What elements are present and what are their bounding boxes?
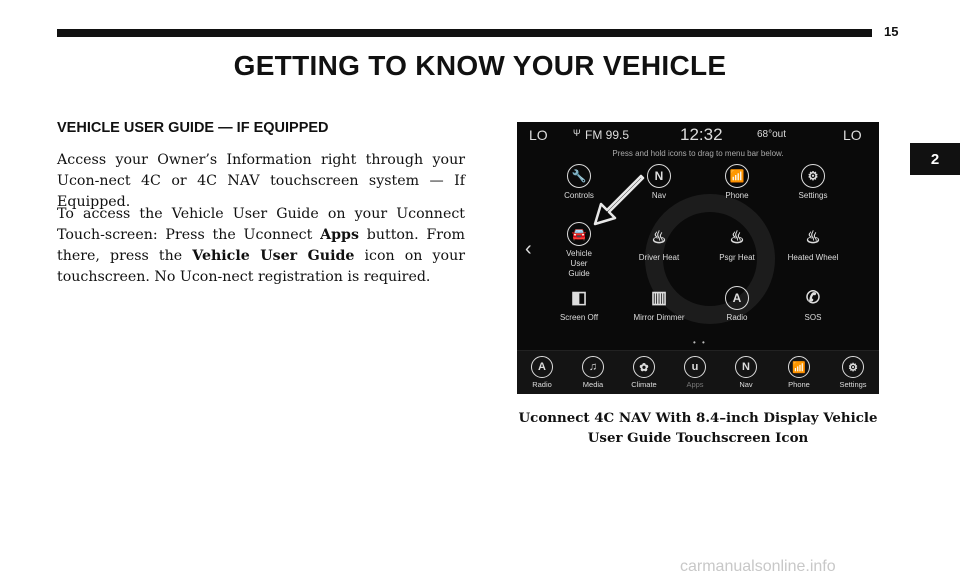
app-psgr-heat[interactable]: ♨ Psgr Heat	[719, 228, 755, 262]
outside-temp: 68°out	[757, 129, 787, 140]
temp-right: LO	[843, 127, 862, 143]
header-rule	[57, 29, 872, 37]
bottom-menu-bar	[517, 350, 879, 394]
bottom-nav[interactable]: N Nav	[721, 356, 771, 390]
pointer-arrow-icon	[589, 172, 647, 230]
bottom-settings[interactable]: ⚙ Settings	[828, 356, 878, 390]
nav-icon: N	[647, 164, 671, 188]
section-heading: VEHICLE USER GUIDE — IF EQUIPPED	[57, 120, 329, 136]
radio-icon: A	[531, 356, 553, 378]
sos-icon: ✆	[805, 288, 821, 307]
radio-station: FM 99.5	[585, 128, 630, 142]
uconnect-screen	[517, 122, 879, 394]
app-controls[interactable]: 🔧 Controls	[543, 164, 615, 201]
apps-icon: u	[684, 356, 706, 378]
bottom-media[interactable]: ♫ Media	[568, 356, 618, 390]
screen-off-icon: ◧	[570, 288, 588, 307]
previous-page-icon[interactable]: ‹	[525, 238, 532, 260]
bottom-phone[interactable]: 📶 Phone	[774, 356, 824, 390]
page-number: 15	[884, 24, 899, 39]
figure-caption: Uconnect 4C NAV With 8.4–inch Display Vehicle User Guide Touchscreen Icon	[518, 410, 878, 446]
app-radio[interactable]: A Radio	[701, 286, 773, 323]
app-nav[interactable]: N Nav	[623, 164, 695, 201]
wrench-icon: 🔧	[567, 164, 591, 188]
app-screen-off[interactable]: ◧ Screen Off	[559, 288, 599, 322]
driver-heat-icon: ♨	[651, 228, 667, 247]
chapter-title: GETTING TO KNOW YOUR VEHICLE	[233, 50, 727, 81]
instruction-paragraph	[57, 204, 465, 288]
instruction-text: To access the Vehicle User Guide on your Uconnect Touch-screen: Press the Uconnect	[57, 206, 465, 243]
temp-left: LO	[529, 127, 548, 143]
gear-icon: ⚙	[842, 356, 864, 378]
media-icon: ♫	[582, 356, 604, 378]
bottom-radio[interactable]: A Radio	[517, 356, 567, 390]
chapter-tab: 2	[910, 143, 960, 175]
psgr-heat-icon: ♨	[729, 228, 745, 247]
drag-hint: Press and hold icons to drag to menu bar below.	[612, 149, 784, 158]
mirror-dimmer-icon: ▥	[650, 288, 668, 307]
vehicle-guide-icon: 🚘	[567, 222, 591, 246]
app-driver-heat[interactable]: ♨ Driver Heat	[638, 228, 680, 262]
antenna-icon: Ψ	[573, 128, 581, 138]
gear-icon: ⚙	[801, 164, 825, 188]
heated-wheel-icon: ♨	[805, 228, 821, 247]
climate-icon: ✿	[633, 356, 655, 378]
app-heated-wheel[interactable]: ♨ Heated Wheel	[787, 228, 839, 262]
app-phone[interactable]: 📶 Phone	[701, 164, 773, 201]
phone-icon: 📶	[788, 356, 810, 378]
radio-icon: A	[725, 286, 749, 310]
app-vehicle-user-guide[interactable]: 🚘 Vehicle User Guide	[543, 222, 615, 279]
page-indicator: • •	[693, 338, 707, 347]
bottom-climate[interactable]: ✿ Climate	[619, 356, 669, 390]
instruction-text: icon on your touchscreen. No Ucon-nect registration is required.	[57, 248, 465, 285]
bottom-apps[interactable]: u Apps	[670, 356, 720, 390]
site-watermark: carmanualsonline.info	[680, 558, 836, 575]
phone-icon: 📶	[725, 164, 749, 188]
apps-term: Apps	[320, 227, 359, 243]
app-sos[interactable]: ✆ SOS	[777, 286, 849, 323]
vehicle-user-guide-term: Vehicle User Guide	[192, 248, 355, 264]
app-settings[interactable]: ⚙ Settings	[777, 164, 849, 201]
nav-icon: N	[735, 356, 757, 378]
instruction-text: button. From there, press the	[57, 227, 465, 264]
clock: 12:32	[680, 125, 723, 144]
app-mirror-dimmer[interactable]: ▥ Mirror Dimmer	[633, 288, 685, 322]
intro-paragraph: Access your Owner’s Information right through your Ucon-nect 4C or 4C NAV touchscreen system — If Equipped.	[57, 152, 465, 210]
